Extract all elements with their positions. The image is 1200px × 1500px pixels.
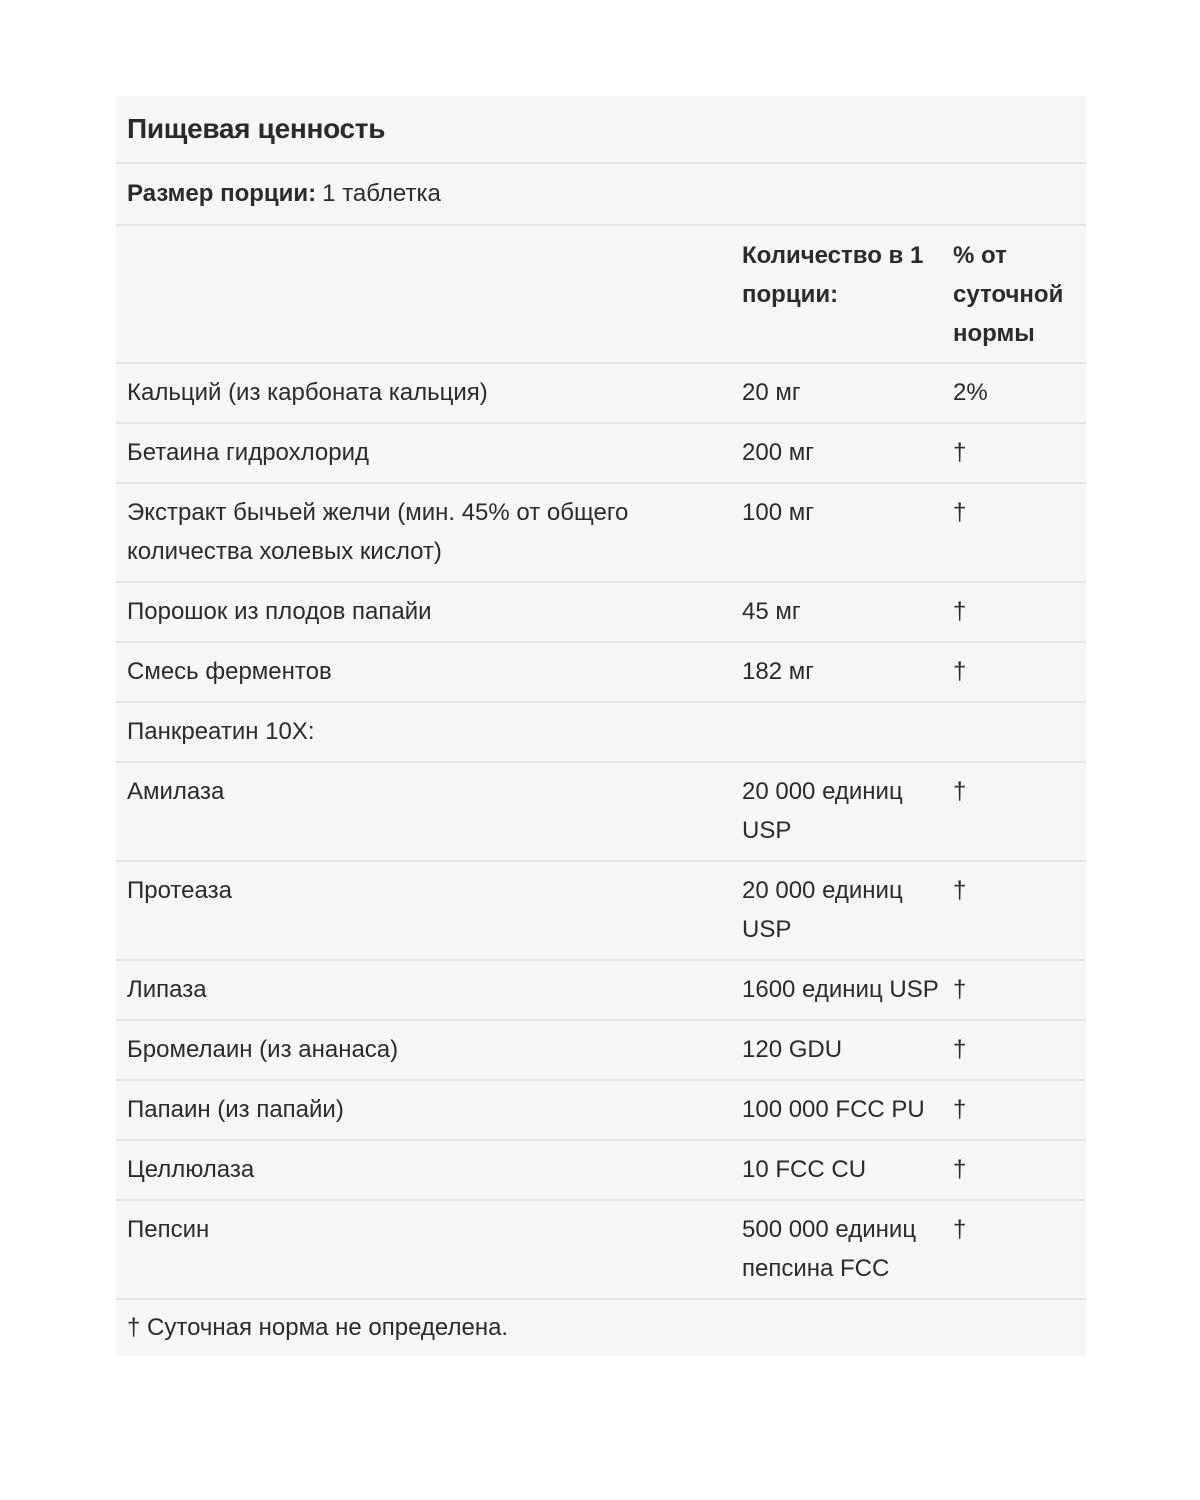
table-row [116, 861, 1086, 960]
nutrient-daily-value: † [945, 423, 1086, 483]
header-empty-cell [116, 226, 732, 363]
nutrient-name: Пепсин [116, 1200, 732, 1299]
nutrient-daily-value: † [945, 1020, 1086, 1080]
nutrient-amount: 120 GDU [732, 1020, 945, 1080]
nutrient-amount: 100 мг [732, 483, 945, 582]
table-row [116, 582, 1086, 642]
nutrient-amount: 1600 единиц USP [732, 960, 945, 1020]
nutrient-name: Бетаина гидрохлорид [116, 423, 732, 483]
serving-size-value: 1 таблетка [322, 180, 441, 207]
table-row [116, 702, 1086, 762]
nutrient-daily-value: † [945, 762, 1086, 861]
footnote: † Суточная норма не определена. [127, 1314, 509, 1341]
table-row [116, 762, 1086, 861]
nutrient-name: Амилаза [116, 762, 732, 861]
table-header-row [116, 226, 1086, 363]
nutrient-amount: 200 мг [732, 423, 945, 483]
nutrient-amount: 20 000 единиц USP [732, 861, 945, 960]
nutrient-daily-value: † [945, 582, 1086, 642]
header-amount: Количество в 1 порции: [732, 226, 945, 363]
nutrient-daily-value: † [945, 861, 1086, 960]
nutrient-name: Экстракт бычьей желчи (мин. 45% от общего количества холевых кислот) [116, 483, 732, 582]
nutrient-amount [732, 702, 945, 762]
nutrient-name: Бромелаин (из ананаса) [116, 1020, 732, 1080]
nutrient-name: Папаин (из папайи) [116, 1080, 732, 1140]
nutrient-amount: 10 FCC CU [732, 1140, 945, 1200]
nutrient-name: Кальций (из карбоната кальция) [116, 363, 732, 423]
panel-title: Пищевая ценность [127, 113, 386, 144]
nutrient-name: Целлюлаза [116, 1140, 732, 1200]
nutrient-daily-value: † [945, 483, 1086, 582]
nutrient-amount: 100 000 FCC PU [732, 1080, 945, 1140]
table-row [116, 1020, 1086, 1080]
nutrient-daily-value: † [945, 642, 1086, 702]
table-row [116, 423, 1086, 483]
nutrition-facts-panel [116, 96, 1086, 1356]
table-row [116, 642, 1086, 702]
nutrient-amount: 20 000 единиц USP [732, 762, 945, 861]
nutrient-name: Панкреатин 10X: [116, 702, 732, 762]
nutrient-amount: 182 мг [732, 642, 945, 702]
table-row [116, 960, 1086, 1020]
nutrient-amount: 500 000 единиц пепсина FCC [732, 1200, 945, 1299]
nutrient-name: Порошок из плодов папайи [116, 582, 732, 642]
table-row [116, 483, 1086, 582]
nutrient-amount: 20 мг [732, 363, 945, 423]
nutrient-daily-value: 2% [945, 363, 1086, 423]
nutrient-daily-value: † [945, 1080, 1086, 1140]
table-row [116, 1080, 1086, 1140]
nutrient-name: Липаза [116, 960, 732, 1020]
nutrient-daily-value: † [945, 1200, 1086, 1299]
nutrient-amount: 45 мг [732, 582, 945, 642]
nutrient-daily-value: † [945, 1140, 1086, 1200]
nutrient-daily-value: † [945, 960, 1086, 1020]
nutrient-name: Смесь ферментов [116, 642, 732, 702]
nutrients-table [116, 226, 1086, 1300]
table-row [116, 1140, 1086, 1200]
table-row [116, 1200, 1086, 1299]
table-row [116, 363, 1086, 423]
serving-size-row [116, 164, 1086, 226]
nutrient-name: Протеаза [116, 861, 732, 960]
nutrient-daily-value [945, 702, 1086, 762]
title-row [116, 96, 1086, 164]
header-daily-value: % от суточной нормы [945, 226, 1086, 363]
serving-size-label: Размер порции: [127, 180, 317, 207]
